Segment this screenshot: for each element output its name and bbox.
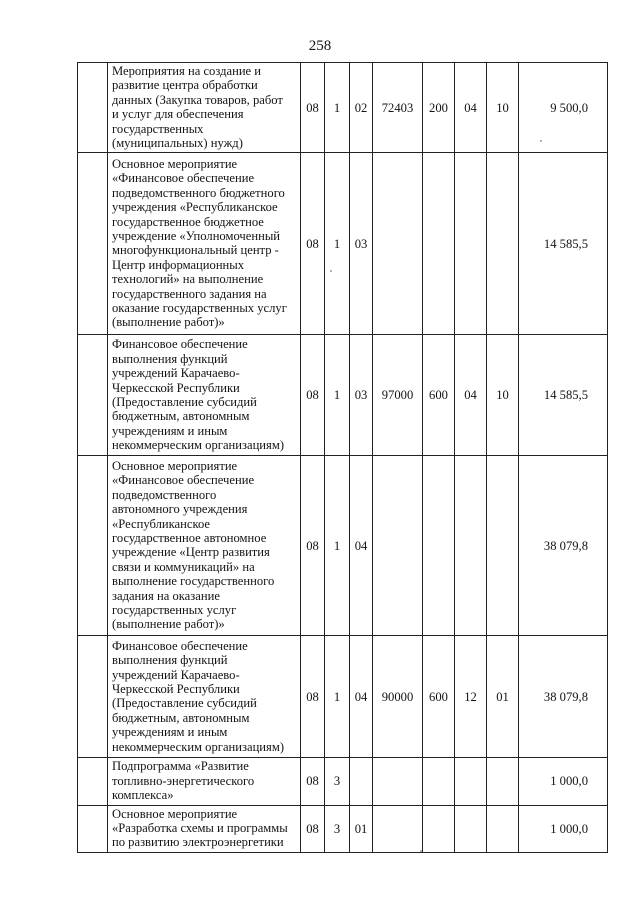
code-cell (487, 456, 519, 636)
table-row (78, 335, 608, 456)
item-name: Подпрограмма «Развитие топливно-энергетического комплекса» (108, 758, 301, 805)
code-cell: 1 (325, 636, 350, 758)
code-cell (455, 456, 487, 636)
code-cell: 12 (455, 636, 487, 758)
code-cell: 600 (423, 636, 455, 758)
code-cell: 72403 (373, 63, 423, 153)
table-row (78, 153, 608, 335)
code-cell (455, 153, 487, 335)
code-cell: 1 (325, 456, 350, 636)
item-name: Основное мероприятие «Разработка схемы и программы по развитию электроэнергетики (108, 805, 301, 852)
amount-cell: 14 585,5 (519, 153, 608, 335)
code-cell (373, 153, 423, 335)
code-cell (455, 758, 487, 805)
code-cell: 10 (487, 63, 519, 153)
code-cell: 08 (301, 63, 325, 153)
table-row (78, 805, 608, 852)
amount-cell: 1 000,0 (519, 758, 608, 805)
code-cell: 200 (423, 63, 455, 153)
code-cell (373, 456, 423, 636)
code-cell: 02 (350, 63, 373, 153)
item-name: Основное мероприятие «Финансовое обеспечение подведомственного бюджетного учреждения «Республиканское государственное бюджетное учреждение «Уполномоченный многофункциональный центр - Центр информационных технологий» на выполнение государственного задания на оказание государственных услуг (выполнение работ)» (108, 153, 301, 335)
code-cell: 08 (301, 153, 325, 335)
code-cell: 04 (350, 456, 373, 636)
item-name: Финансовое обеспечение выполнения функций учреждений Карачаево- Черкесской Республики (Предоставление субсидий бюджетным, автономным учреждениям и иным некоммерческим организациям) (108, 335, 301, 456)
code-cell (487, 805, 519, 852)
code-cell (423, 456, 455, 636)
code-cell: 90000 (373, 636, 423, 758)
code-cell: 1 (325, 335, 350, 456)
code-cell: 600 (423, 335, 455, 456)
amount-cell: 38 079,8 (519, 636, 608, 758)
number-cell (78, 636, 108, 758)
code-cell: 03 (350, 153, 373, 335)
code-cell: 08 (301, 805, 325, 852)
code-cell: 1 (325, 153, 350, 335)
scan-speck (330, 270, 332, 272)
code-cell: 97000 (373, 335, 423, 456)
table-row (78, 63, 608, 153)
scan-speck (540, 140, 542, 142)
code-cell (487, 758, 519, 805)
code-cell: 10 (487, 335, 519, 456)
code-cell (423, 153, 455, 335)
number-cell (78, 758, 108, 805)
item-name: Финансовое обеспечение выполнения функций учреждений Карачаево- Черкесской Республики (Предоставление субсидий бюджетным, автономным учреждениям и иным некоммерческим организациям) (108, 636, 301, 758)
amount-cell: 14 585,5 (519, 335, 608, 456)
code-cell: 08 (301, 758, 325, 805)
number-cell (78, 335, 108, 456)
code-cell: 08 (301, 636, 325, 758)
code-cell: 1 (325, 63, 350, 153)
code-cell (423, 758, 455, 805)
code-cell (487, 153, 519, 335)
code-cell: 04 (455, 63, 487, 153)
code-cell (455, 805, 487, 852)
amount-cell: 1 000,0 (519, 805, 608, 852)
number-cell (78, 805, 108, 852)
item-name: Мероприятия на создание и развитие центра обработки данных (Закупка товаров, работ и услуг для обеспечения государственных (муниципальных) нужд) (108, 63, 301, 153)
code-cell (423, 805, 455, 852)
table-row (78, 636, 608, 758)
scan-speck (420, 850, 422, 852)
code-cell: 3 (325, 758, 350, 805)
page-number: 258 (308, 38, 332, 54)
amount-cell: 9 500,0 (519, 63, 608, 153)
code-cell (373, 805, 423, 852)
amount-cell: 38 079,8 (519, 456, 608, 636)
code-cell: 01 (487, 636, 519, 758)
code-cell: 3 (325, 805, 350, 852)
code-cell (373, 758, 423, 805)
number-cell (78, 63, 108, 153)
budget-table (77, 62, 608, 853)
code-cell: 01 (350, 805, 373, 852)
item-name: Основное мероприятие «Финансовое обеспечение подведомственного автономного учреждения «Республиканское государственное автономное учреждение «Центр развития связи и коммуникаций» на выполнение государственного задания на оказание государственных услуг (выполнение работ)» (108, 456, 301, 636)
code-cell (350, 758, 373, 805)
code-cell: 04 (455, 335, 487, 456)
code-cell: 04 (350, 636, 373, 758)
table-row (78, 456, 608, 636)
number-cell (78, 456, 108, 636)
code-cell: 08 (301, 335, 325, 456)
number-cell (78, 153, 108, 335)
table-row (78, 758, 608, 805)
code-cell: 08 (301, 456, 325, 636)
code-cell: 03 (350, 335, 373, 456)
